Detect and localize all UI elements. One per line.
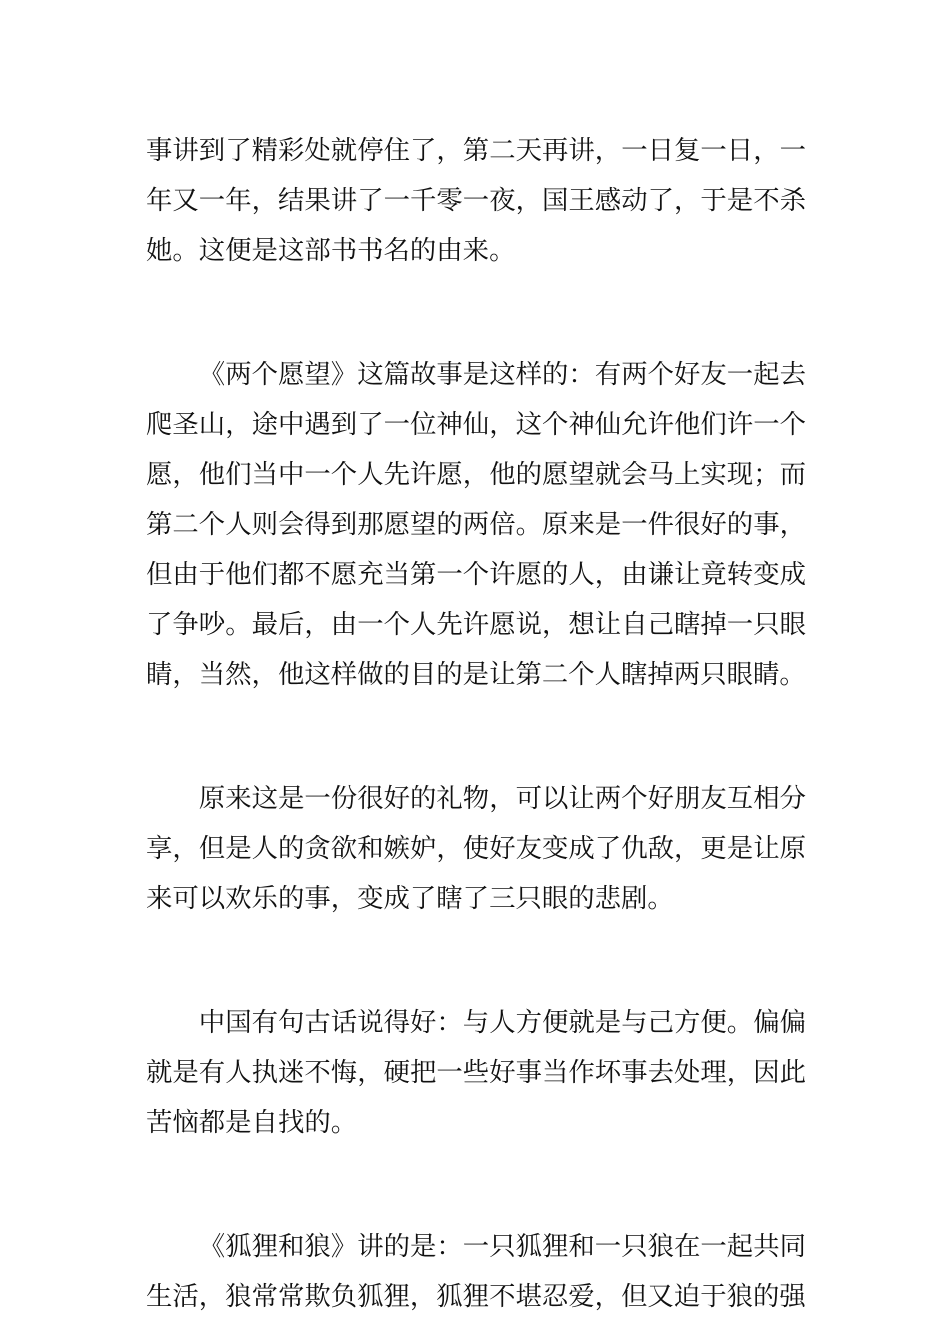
paragraph-4: 中国有句古话说得好：与人方便就是与己方便。偏偏就是有人执迷不悔，硬把一些好事当作坏事去处理，因此苦恼都是自找的。 bbox=[146, 1007, 806, 1138]
paragraph-5: 《狐狸和狼》讲的是：一只狐狸和一只狼在一起共同生活，狼常常欺负狐狸，狐狸不堪忍爱，但又迫于狼的强 bbox=[146, 1231, 806, 1312]
document-body bbox=[146, 126, 806, 1322]
paragraph-3: 原来这是一份很好的礼物，可以让两个好朋友互相分享，但是人的贪欲和嫉妒，使好友变成了仇敌，更是让原来可以欢乐的事，变成了瞎了三只眼的悲剧。 bbox=[146, 783, 806, 914]
paragraph-2: 《两个愿望》这篇故事是这样的：有两个好友一起去爬圣山，途中遇到了一位神仙，这个神仙允许他们许一个愿，他们当中一个人先许愿，他的愿望就会马上实现；而第二个人则会得到那愿望的两倍。原来是一件很好的事，但由于他们都不愿充当第一个许愿的人，由谦让竟转变成了争吵。最后，由一个人先许愿说，想让自己瞎掉一只眼睛，当然，他这样做的目的是让第二个人瞎掉两只眼睛。 bbox=[146, 359, 806, 690]
paragraph-1: 事讲到了精彩处就停住了，第二天再讲，一日复一日，一年又一年，结果讲了一千零一夜，国王感动了，于是不杀她。这便是这部书书名的由来。 bbox=[146, 135, 806, 266]
